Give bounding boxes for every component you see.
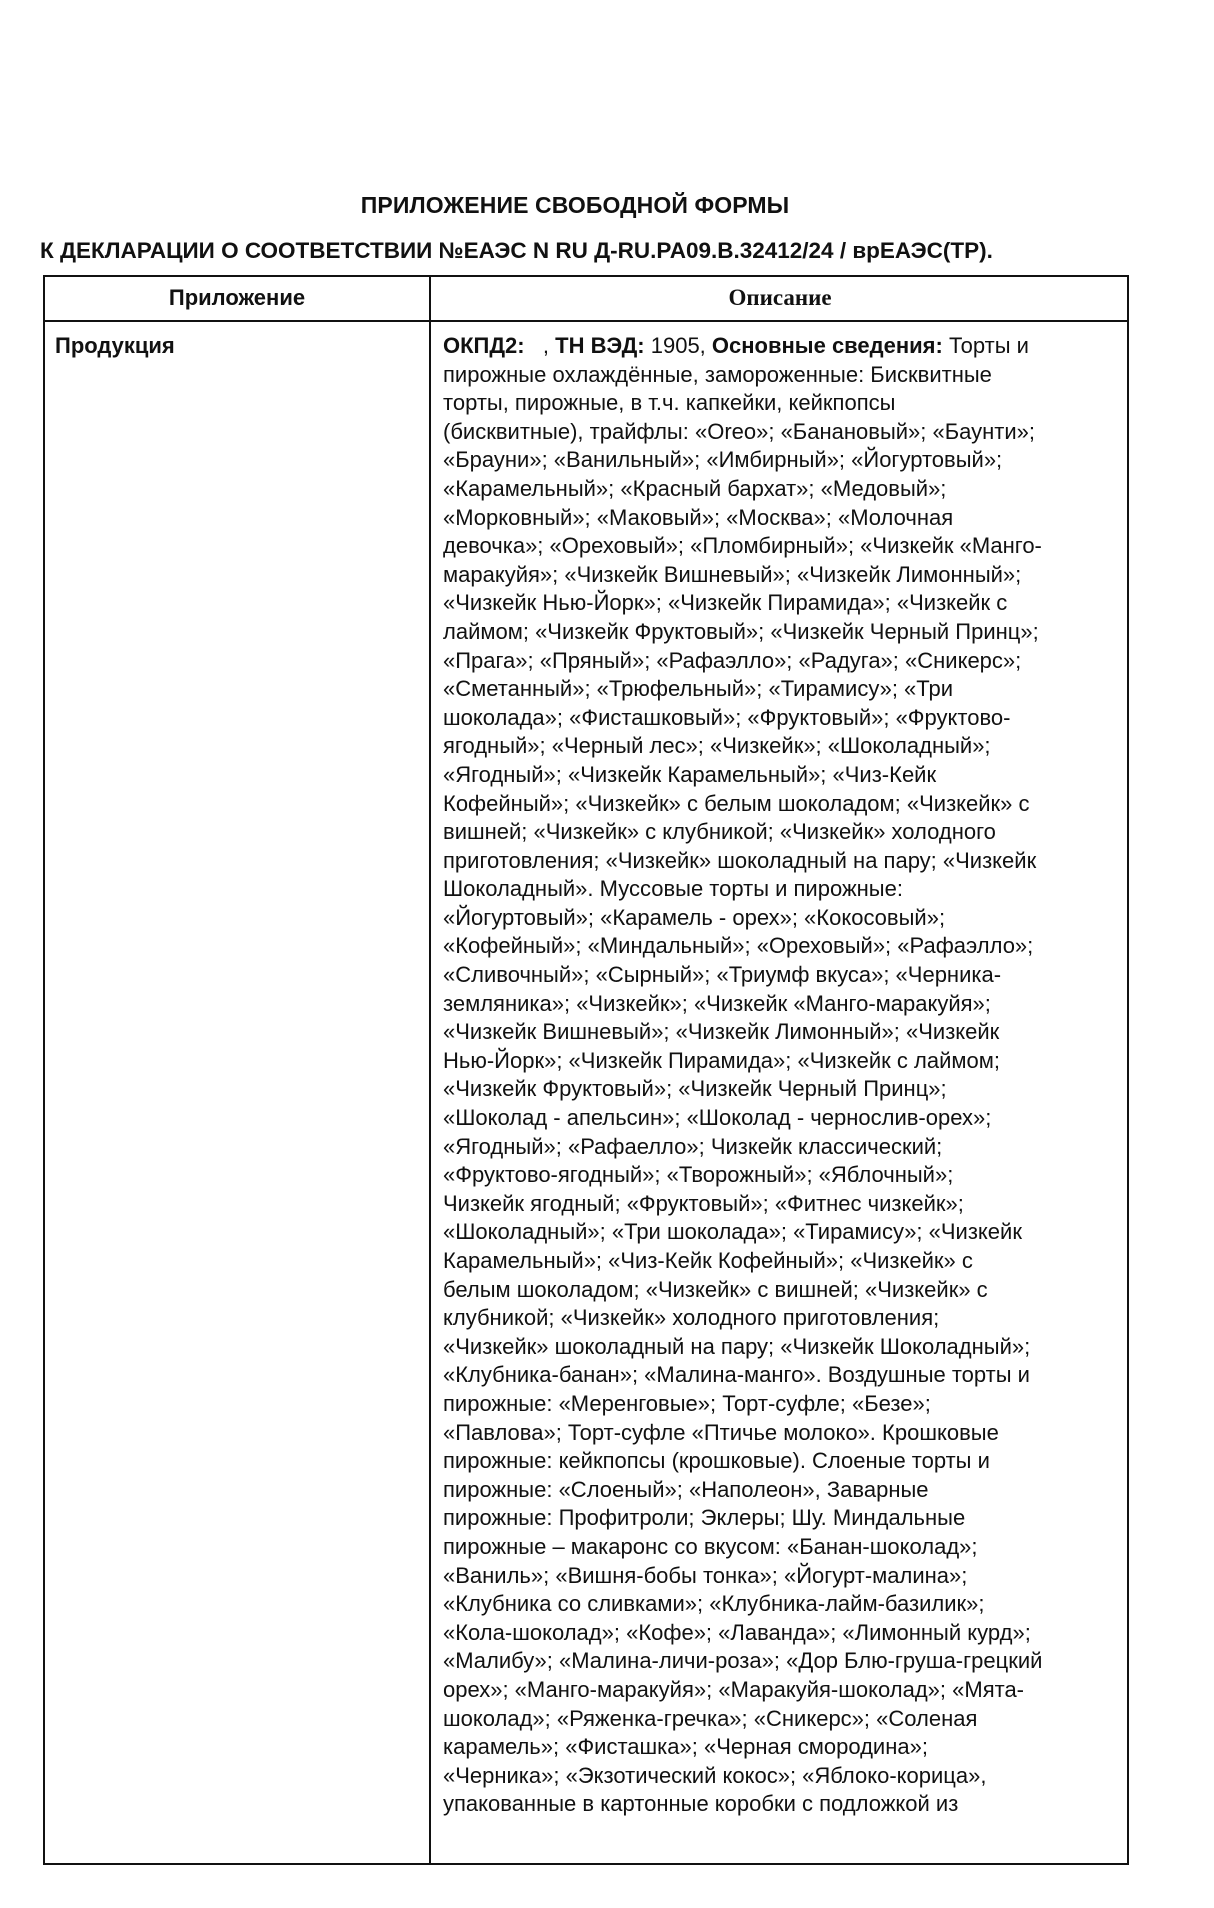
column-header-description: Описание bbox=[728, 285, 832, 310]
tnved-label: ТН ВЭД: bbox=[555, 333, 645, 358]
description-line: Карамельный»; «Чиз-Кейк Кофейный»; «Чизкейк» с bbox=[443, 1248, 973, 1273]
description-line: земляника»; «Чизкейк»; «Чизкейк «Манго-маракуйя»; bbox=[443, 990, 991, 1016]
description-line: пирожные – макаронс со вкусом: «Банан-шоколад»; bbox=[443, 1533, 978, 1559]
description-line: пирожные: Профитроли; Эклеры; Шу. Миндальные bbox=[443, 1505, 966, 1531]
description-line: «Клубника со сливками»; «Клубника-лайм-базилик»; bbox=[443, 1591, 985, 1617]
description-line: «Карамельный»; «Красный бархат»; «Медовый»; bbox=[443, 475, 947, 501]
description-line: «Шоколадный»; «Три шоколада»; «Тирамису»; «Чизкейк bbox=[443, 1219, 1022, 1245]
description-line: карамель»; «Фисташка»; «Черная смородина»; bbox=[443, 1734, 928, 1760]
description-line: «Фруктово-ягодный»; «Творожный»; «Яблочный»; bbox=[443, 1162, 954, 1188]
description-lines bbox=[443, 361, 1123, 1819]
description-line: «Сливочный»; «Сырный»; «Триумф вкуса»; «Черника- bbox=[443, 962, 1002, 988]
description-line: «Ягодный»; «Чизкейк Карамельный»; «Чиз-Кейк bbox=[443, 761, 937, 787]
description-line: «Йогуртовый»; «Карамель - орех»; «Кокосовый»; bbox=[443, 904, 946, 930]
description-line: «Брауни»; «Ванильный»; «Имбирный»; «Йогуртовый»; bbox=[443, 447, 1003, 473]
description-line: маракуйя»; «Чизкейк Вишневый»; «Чизкейк Лимонный»; bbox=[443, 561, 1022, 587]
okpd-label: ОКПД2: bbox=[443, 333, 525, 358]
description-line: пирожные охлаждённые, замороженные: Бисквитные bbox=[443, 361, 992, 387]
description-line: вишней; «Чизкейк» с клубникой; «Чизкейк» холодного bbox=[443, 819, 996, 845]
description-line: упакованные в картонные коробки с подложкой из bbox=[443, 1791, 959, 1817]
description-line: пирожные: «Меренговые»; Торт-суфле; «Безе»; bbox=[443, 1390, 931, 1416]
description-line: «Клубника-банан»; «Малина-манго». Воздушные торты и bbox=[443, 1362, 1030, 1388]
description-line: клубникой; «Чизкейк» холодного приготовления; bbox=[443, 1305, 940, 1331]
description-line: белым шоколадом; «Чизкейк» с вишней; «Чизкейк» с bbox=[443, 1276, 988, 1302]
description-line: Кофейный»; «Чизкейк» с белым шоколадом; «Чизкейк» с bbox=[443, 790, 1030, 816]
description-line: «Павлова»; Торт-суфле «Птичье молоко». Крошковые bbox=[443, 1419, 999, 1445]
description-line: пирожные: кейкпопсы (крошковые). Слоеные торты и bbox=[443, 1448, 990, 1474]
table-header-divider bbox=[45, 320, 1127, 322]
description-line: «Малибу»; «Малина-личи-роза»; «Дор Блю-груша-грецкий bbox=[443, 1648, 1043, 1674]
description-line: шоколада»; «Фисташковый»; «Фруктовый»; «Фруктово- bbox=[443, 704, 1011, 730]
table-column-divider bbox=[429, 277, 431, 1863]
description-line: «Шоколад - апельсин»; «Шоколад - чернослив-орех»; bbox=[443, 1105, 992, 1131]
description-line: торты, пирожные, в т.ч. капкейки, кейкпопсы bbox=[443, 390, 896, 416]
product-description bbox=[443, 332, 1123, 1819]
row-label-products: Продукция bbox=[55, 333, 175, 358]
okpd-value: , bbox=[524, 333, 550, 358]
description-line: «Кола-шоколад»; «Кофе»; «Лаванда»; «Лимонный курд»; bbox=[443, 1619, 1031, 1645]
description-line: Нью-Йорк»; «Чизкейк Пирамида»; «Чизкейк с лаймом; bbox=[443, 1047, 1000, 1073]
appendix-table bbox=[43, 275, 1129, 1865]
description-line: (бисквитные), трайфлы: «Oreo»; «Банановый»; «Баунти»; bbox=[443, 418, 1036, 444]
description-line: «Прага»; «Пряный»; «Рафаэлло»; «Радуга»; «Сникерс»; bbox=[443, 647, 1022, 673]
description-line: «Ваниль»; «Вишня-бобы тонка»; «Йогурт-малина»; bbox=[443, 1562, 968, 1588]
description-line: ягодный»; «Черный лес»; «Чизкейк»; «Шоколадный»; bbox=[443, 733, 991, 759]
description-first-line bbox=[443, 332, 1123, 361]
description-line: пирожные: «Слоеный»; «Наполеон», Заварные bbox=[443, 1476, 929, 1502]
description-line: «Чизкейк Вишневый»; «Чизкейк Лимонный»; «Чизкейк bbox=[443, 1019, 1000, 1045]
description-line: «Чизкейк» шоколадный на пару; «Чизкейк Шоколадный»; bbox=[443, 1333, 1031, 1359]
description-line: «Кофейный»; «Миндальный»; «Ореховый»; «Рафаэлло»; bbox=[443, 933, 1034, 959]
description-line: «Черника»; «Экзотический кокос»; «Яблоко-корица», bbox=[443, 1762, 987, 1788]
tnved-value: 1905, bbox=[650, 333, 706, 358]
document-title: ПРИЛОЖЕНИЕ СВОБОДНОЙ ФОРМЫ bbox=[360, 192, 790, 218]
description-line: «Ягодный»; «Рафаелло»; Чизкейк классический; bbox=[443, 1133, 943, 1159]
description-line: Торты и bbox=[948, 333, 1029, 358]
basic-info-label: Основные сведения: bbox=[711, 333, 943, 358]
column-header-appendix: Приложение bbox=[168, 285, 306, 310]
description-line: девочка»; «Ореховый»; «Пломбирный»; «Чизкейк «Манго- bbox=[443, 533, 1042, 559]
description-line: шоколад»; «Ряженка-гречка»; «Сникерс»; «Соленая bbox=[443, 1705, 978, 1731]
description-line: лаймом; «Чизкейк Фруктовый»; «Чизкейк Черный Принц»; bbox=[443, 618, 1039, 644]
description-line: орех»; «Манго-маракуйя»; «Маракуйя-шоколад»; «Мята- bbox=[443, 1676, 1025, 1702]
description-line: «Морковный»; «Маковый»; «Москва»; «Молочная bbox=[443, 504, 954, 530]
description-line: Шоколадный». Муссовые торты и пирожные: bbox=[443, 876, 903, 902]
description-line: «Сметанный»; «Трюфельный»; «Тирамису»; «Три bbox=[443, 676, 954, 702]
description-line: «Чизкейк Фруктовый»; «Чизкейк Черный Принц»; bbox=[443, 1076, 947, 1102]
description-line: Чизкейк ягодный; «Фруктовый»; «Фитнес чизкейк»; bbox=[443, 1190, 964, 1216]
document-subtitle: К ДЕКЛАРАЦИИ О СООТВЕТСТВИИ №ЕАЭС N RU Д-RU.PA09.B.32412/24 / врЕАЭС(ТР). bbox=[40, 238, 993, 263]
description-line: приготовления; «Чизкейк» шоколадный на пару; «Чизкейк bbox=[443, 847, 1037, 873]
description-line: «Чизкейк Нью-Йорк»; «Чизкейк Пирамида»; «Чизкейк с bbox=[443, 590, 1008, 616]
